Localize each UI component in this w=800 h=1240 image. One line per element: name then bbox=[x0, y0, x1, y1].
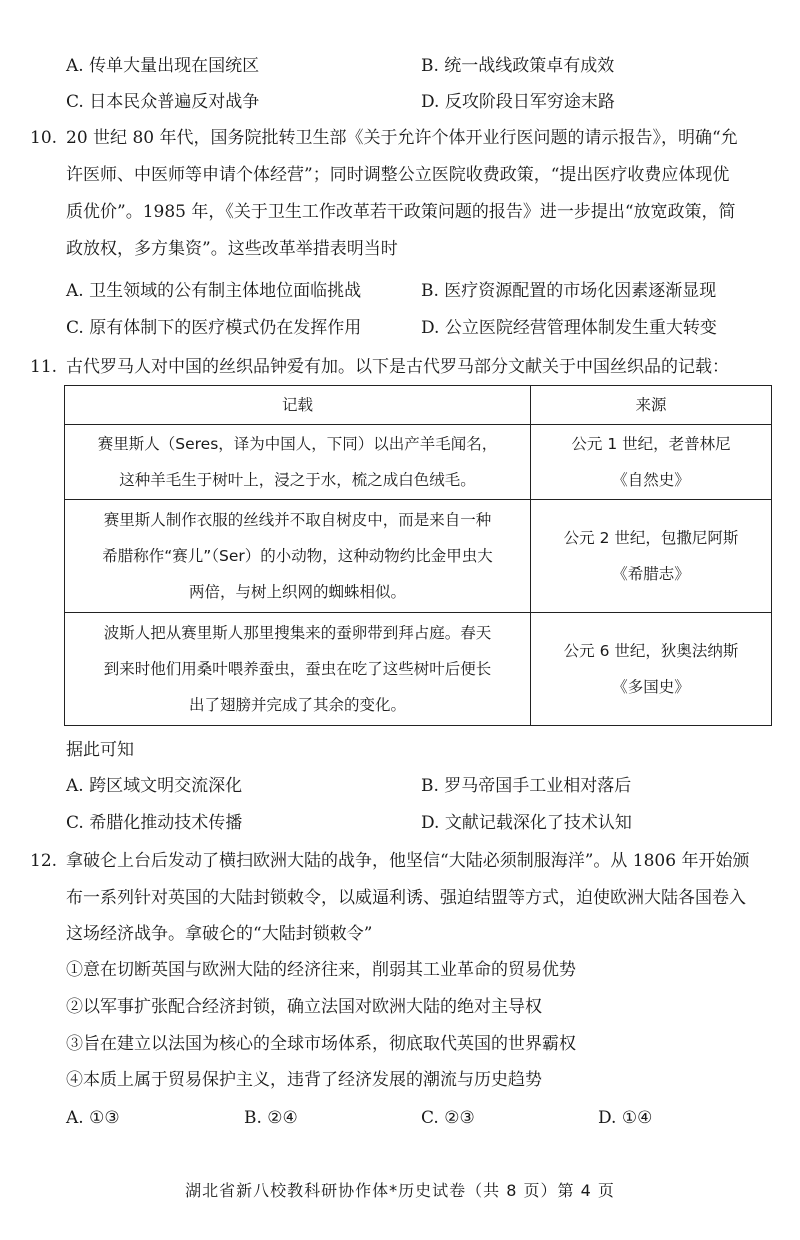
source-line: 《多国史》 bbox=[612, 678, 690, 696]
record-line: 希腊称作“赛儿”（Ser）的小动物，这种动物约比金甲虫大 bbox=[102, 547, 493, 565]
record-line: 这种羊毛生于树叶上，浸之于水，梳之成白色绒毛。 bbox=[119, 471, 476, 489]
source-cell bbox=[531, 613, 772, 726]
table-header-record: 记载 bbox=[65, 386, 531, 425]
table-header-row bbox=[65, 386, 772, 425]
record-cell bbox=[65, 425, 531, 500]
q11-number: 11. bbox=[30, 357, 58, 377]
q9-option-d[interactable]: D. 反攻阶段日军穷途末路 bbox=[421, 92, 615, 112]
source-line: 公元 2 世纪，包撒尼阿斯 bbox=[563, 529, 739, 547]
record-cell bbox=[65, 613, 531, 726]
record-line: 赛里斯人（Seres，译为中国人，下同）以出产羊毛闻名， bbox=[97, 435, 498, 453]
record-line: 赛里斯人制作衣服的丝线并不取自树皮中，而是来自一种 bbox=[103, 511, 492, 529]
q12-option-a[interactable]: A. ①③ bbox=[66, 1108, 120, 1128]
q12-option-c[interactable]: C. ②③ bbox=[421, 1108, 475, 1128]
q12-statement-4: ④本质上属于贸易保护主义，违背了经济发展的潮流与历史趋势 bbox=[66, 1070, 542, 1090]
q11-stem: 古代罗马人对中国的丝织品钟爱有加。以下是古代罗马部分文献关于中国丝织品的记载： bbox=[66, 357, 729, 377]
q9-option-a[interactable]: A. 传单大量出现在国统区 bbox=[66, 56, 260, 76]
q12-option-b[interactable]: B. ②④ bbox=[244, 1108, 298, 1128]
q11-option-c[interactable]: C. 希腊化推动技术传播 bbox=[66, 813, 243, 833]
page-footer: 湖北省新八校教科研协作体*历史试卷（共 8 页）第 4 页 bbox=[185, 1181, 615, 1200]
q12-statement-1: ①意在切断英国与欧洲大陆的经济往来，削弱其工业革命的贸易优势 bbox=[66, 960, 576, 980]
q10-stem-line: 20 世纪 80 年代，国务院批转卫生部《关于允许个体开业行医问题的请示报告》，明确“允 bbox=[66, 128, 738, 148]
source-line: 《希腊志》 bbox=[612, 565, 690, 583]
table-row bbox=[65, 613, 772, 726]
q12-statement-2: ②以军事扩张配合经济封锁，确立法国对欧洲大陆的绝对主导权 bbox=[66, 997, 542, 1017]
source-line: 《自然史》 bbox=[612, 471, 690, 489]
q11-prompt: 据此可知 bbox=[66, 740, 134, 760]
q10-option-b[interactable]: B. 医疗资源配置的市场化因素逐渐显现 bbox=[421, 281, 717, 301]
q11-option-d[interactable]: D. 文献记载深化了技术认知 bbox=[421, 813, 632, 833]
q10-stem-line: 政放权，多方集资”。这些改革举措表明当时 bbox=[66, 239, 398, 259]
record-line: 波斯人把从赛里斯人那里搜集来的蚕卵带到拜占庭。春天 bbox=[103, 624, 492, 642]
table-header-source: 来源 bbox=[531, 386, 772, 425]
q10-number: 10. bbox=[30, 128, 58, 148]
q11-option-a[interactable]: A. 跨区域文明交流深化 bbox=[66, 776, 243, 796]
q10-option-c[interactable]: C. 原有体制下的医疗模式仍在发挥作用 bbox=[66, 318, 362, 338]
table-row bbox=[65, 500, 772, 613]
record-cell bbox=[65, 500, 531, 613]
q12-option-d[interactable]: D. ①④ bbox=[598, 1108, 653, 1128]
q12-number: 12. bbox=[30, 851, 58, 871]
q10-stem-line: 质优价”。1985 年，《关于卫生工作改革若干政策问题的报告》进一步提出“放宽政策，简 bbox=[66, 202, 736, 222]
source-cell bbox=[531, 500, 772, 613]
q10-option-d[interactable]: D. 公立医院经营管理体制发生重大转变 bbox=[421, 318, 717, 338]
source-line: 公元 6 世纪，狄奥法纳斯 bbox=[563, 642, 739, 660]
table-row bbox=[65, 425, 772, 500]
q12-stem-line: 这场经济战争。拿破仑的“大陆封锁敕令” bbox=[66, 924, 373, 944]
q10-option-a[interactable]: A. 卫生领域的公有制主体地位面临挑战 bbox=[66, 281, 362, 301]
q10-stem-line: 许医师、中医师等申请个体经营”；同时调整公立医院收费政策，“提出医疗收费应体现优 bbox=[66, 165, 730, 185]
source-line: 公元 1 世纪，老普林尼 bbox=[571, 435, 731, 453]
source-cell bbox=[531, 425, 772, 500]
record-line: 两倍，与树上织网的蜘蛛相似。 bbox=[189, 583, 407, 601]
record-line: 到来时他们用桑叶喂养蚕虫，蚕虫在吃了这些树叶后便长 bbox=[103, 660, 492, 678]
q9-option-c[interactable]: C. 日本民众普遍反对战争 bbox=[66, 92, 260, 112]
q12-stem-line: 拿破仑上台后发动了横扫欧洲大陆的战争，他坚信“大陆必须制服海洋”。从 1806 年开始颁 bbox=[66, 851, 750, 871]
q12-statement-3: ③旨在建立以法国为核心的全球市场体系，彻底取代英国的世界霸权 bbox=[66, 1034, 576, 1054]
q12-stem-line: 布一系列针对英国的大陆封锁敕令，以威逼利诱、强迫结盟等方式，迫使欧洲大陆各国卷入 bbox=[66, 888, 746, 908]
q11-records-table bbox=[64, 385, 772, 726]
record-line: 出了翅膀并完成了其余的变化。 bbox=[189, 696, 407, 714]
q9-option-b[interactable]: B. 统一战线政策卓有成效 bbox=[421, 56, 615, 76]
q11-option-b[interactable]: B. 罗马帝国手工业相对落后 bbox=[421, 776, 632, 796]
